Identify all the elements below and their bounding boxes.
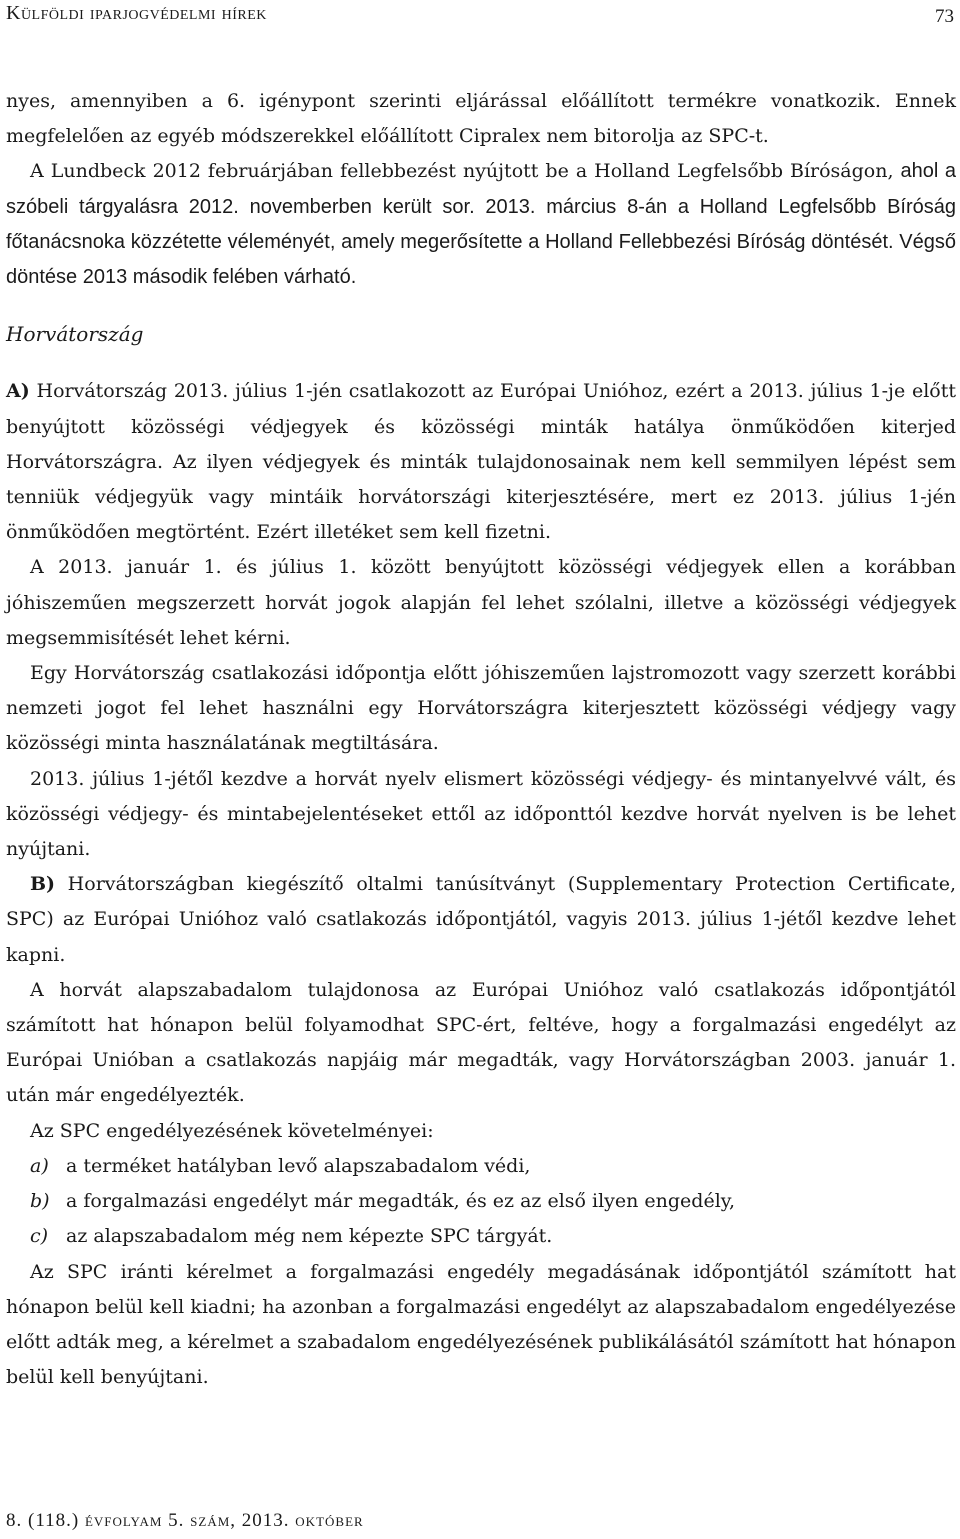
footer-issue-info: 8. (118.) évfolyam 5. szám, 2013. október	[6, 1510, 364, 1531]
list-item-text: a forgalmazási engedélyt már megadták, és ez az első ilyen engedély,	[66, 1190, 736, 1213]
paragraph-continuation	[6, 84, 956, 154]
list-marker: c)	[30, 1225, 49, 1248]
paragraph-base-patent: A horvát alapszabadalom tulajdonosa az Európai Unióhoz való csatlakozás időpontjától számított hat hónapon belül folyamodhat SPC-ért, feltéve, hogy a forgalmazási engedélyt az Európai Unióban a csatlakozás napjáig már megadták, vagy Horvátországban 2003. január 1. után már engedélyezték.	[6, 978, 956, 1107]
list-marker: a)	[30, 1154, 49, 1177]
list-item-text: a terméket hatályban levő alapszabadalom védi,	[66, 1154, 531, 1177]
article-body	[6, 84, 956, 1395]
list-item	[6, 1149, 956, 1184]
continuation-text: nyes, amennyiben a 6. igénypont szerinti eljárással előállított termékre vonatkozik. Ennek megfelelően az egyéb módszerekkel előállított Cipralex nem bitorolja az SPC-t.	[6, 90, 956, 148]
paragraph-a-marker: A)	[6, 380, 30, 403]
paragraph-january: A 2013. január 1. és július 1. között benyújtott közösségi védjegyek ellen a korábban jóhiszeműen megszerzett horvát jogok alapján fel lehet szólalni, illetve a közösségi védjegyek megsemmisítését lehet kérni.	[6, 556, 956, 649]
paragraph-b-marker: B)	[30, 873, 56, 896]
paragraph-requirements-intro: Az SPC engedélyezésének követelményei:	[30, 1119, 434, 1142]
journal-section-title: Külföldi iparjogvédelmi hírek	[6, 2, 267, 24]
list-item-text: az alapszabadalom még nem képezte SPC tárgyát.	[66, 1225, 553, 1248]
lundbeck-text-serif: A Lundbeck 2012 februárjában fellebbezést nyújtott be a Holland Legfelsőbb Bíróságon,	[30, 160, 901, 183]
paragraph-croatian-language: 2013. július 1-jétől kezdve a horvát nyelv elismert közösségi védjegy- és mintanyelvvé vált, és közösségi védjegy- és mintabejelentéseket ettől az időponttól kezdve horvát nyelven is be lehet nyújtani.	[6, 767, 956, 861]
paragraph-a	[6, 374, 956, 550]
paragraph-b-text: Horvátországban kiegészítő oltalmi tanúsítványt (Supplementary Protection Certificate, SPC) az Európai Unióhoz való csatlakozás időpontjától, vagyis 2013. július 1-jétől kezdve lehet kapni.	[6, 873, 956, 966]
list-marker: b)	[30, 1190, 50, 1213]
section-heading-croatia: Horvátország	[6, 322, 144, 347]
paragraph-a-text: Horvátország 2013. július 1-jén csatlakozott az Európai Unióhoz, ezért a 2013. július 1-je előtt benyújtott közösségi védjegyek és közösségi minták hatálya önműködően kiterjed Horvátországra. Az ilyen védjegyek és minták tulajdonosainak nem kell semmilyen lépést sem tenniük védjegyük vagy mintáik horvátországi kiterjesztésére, mert ez 2013. július 1-jén önműködően megtörtént. Ezért illetéket sem kell fizetni.	[6, 380, 956, 544]
paragraph-application-deadline: Az SPC iránti kérelmet a forgalmazási engedély megadásának időpontjától számított hat hónapon belül kell kiadni; ha azonban a forgalmazási engedélyt az alapszabadalom engedélyezése előtt adták meg, a kérelmet a szabadalom engedélyezésének publikálásától számított hat hónapon belül kell benyújtani.	[6, 1260, 956, 1389]
page-number: 73	[935, 6, 954, 27]
running-header	[6, 0, 954, 32]
paragraph-lundbeck-appeal	[6, 154, 956, 295]
paragraph-earlier-rights: Egy Horvátország csatlakozási időpontja előtt jóhiszeműen lajstromozott vagy szerzett korábbi nemzeti jogot fel lehet használni egy Horvátországra kiterjesztett közösségi védjegy vagy közösségi minta használatának megtiltására.	[6, 662, 956, 755]
paragraph-b	[6, 867, 956, 973]
list-item	[6, 1219, 956, 1254]
list-item	[6, 1184, 956, 1219]
lundbeck-text-sans: ahol a szóbeli tárgyalásra 2012. novemberben került sor. 2013. március 8-án a Holland Legfelsőbb Bíróság főtanácsnoka közzétette véleményét, amely megerősítette a Holland Fellebbezési Bíróság döntését. Végső döntése 2013 második felében várható.	[6, 160, 956, 289]
